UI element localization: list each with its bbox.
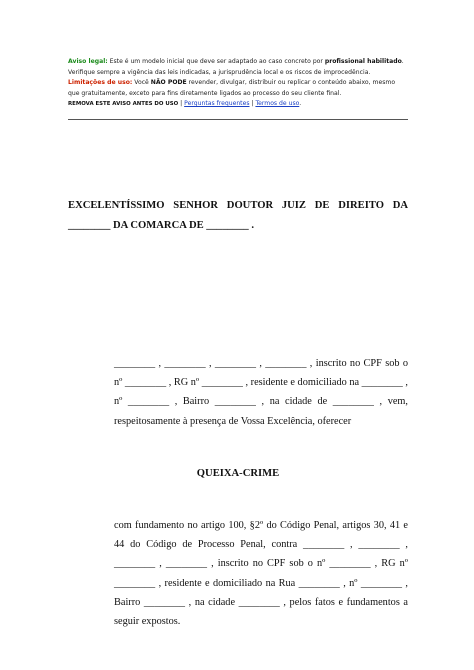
document-title: QUEIXA-CRIME <box>196 468 280 479</box>
disclaimer-end: . <box>299 100 302 108</box>
disclaimer-bold-professional: profissional habilitado <box>324 58 402 65</box>
defendant-paragraph: com fundamento no artigo 100, §2º do Código Penal, artigos 30, 41 e 44 do Código de Processo Penal, contra ________ , ________ , ________ , ________ , inscrito no CPF sob o nº ________ , RG nº ________ , residente e domiciliado na Rua ________ , nº ________ , Bairro ________ , na cidade ________ , pelos fatos e fundamentos a seguir expostos. <box>114 520 408 628</box>
disclaimer-label: Aviso legal: <box>68 58 108 65</box>
plaintiff-paragraph: ________ , ________ , ________ , ________ , inscrito no CPF sob o nº ________ , RG nº ________ , residente e domiciliado na ________ , nº ________ , Bairro ________ , na cidade de ________ , vem, respeitosamente à presença de Vossa Excelência, oferecer <box>114 358 408 427</box>
disclaimer-text: revender, divulgar, distribuir ou replicar o conteúdo abaixo, mesmo que gratuitamente, exceto para fins diretamente ligados ao processo do seu cliente final. <box>68 79 396 97</box>
separator: | <box>249 100 256 108</box>
horizontal-divider <box>68 119 408 120</box>
disclaimer-text: Este é um modelo inicial que deve ser adaptado ao caso concreto por <box>107 58 325 65</box>
usage-limits-label: Limitações de uso: <box>68 79 133 87</box>
remove-notice: REMOVA ESTE AVISO ANTES DO USO <box>68 101 179 108</box>
addressee-heading: EXCELENTÍSSIMO SENHOR DOUTOR JUIZ DE DIREITO DA ________ DA COMARCA DE ________ . <box>68 200 408 231</box>
disclaimer-bold-cannot: NÃO PODE <box>150 79 187 87</box>
terms-link[interactable]: Termos de uso <box>255 100 300 108</box>
legal-disclaimer <box>68 57 408 110</box>
disclaimer-text: Você <box>132 79 151 87</box>
separator: | <box>178 100 185 108</box>
faq-link[interactable]: Perguntas frequentes <box>184 100 250 108</box>
disclaimer-text: . Verifique sempre a vigência das leis indicadas, a jurisprudência local e os riscos de improcedência. <box>68 58 404 76</box>
